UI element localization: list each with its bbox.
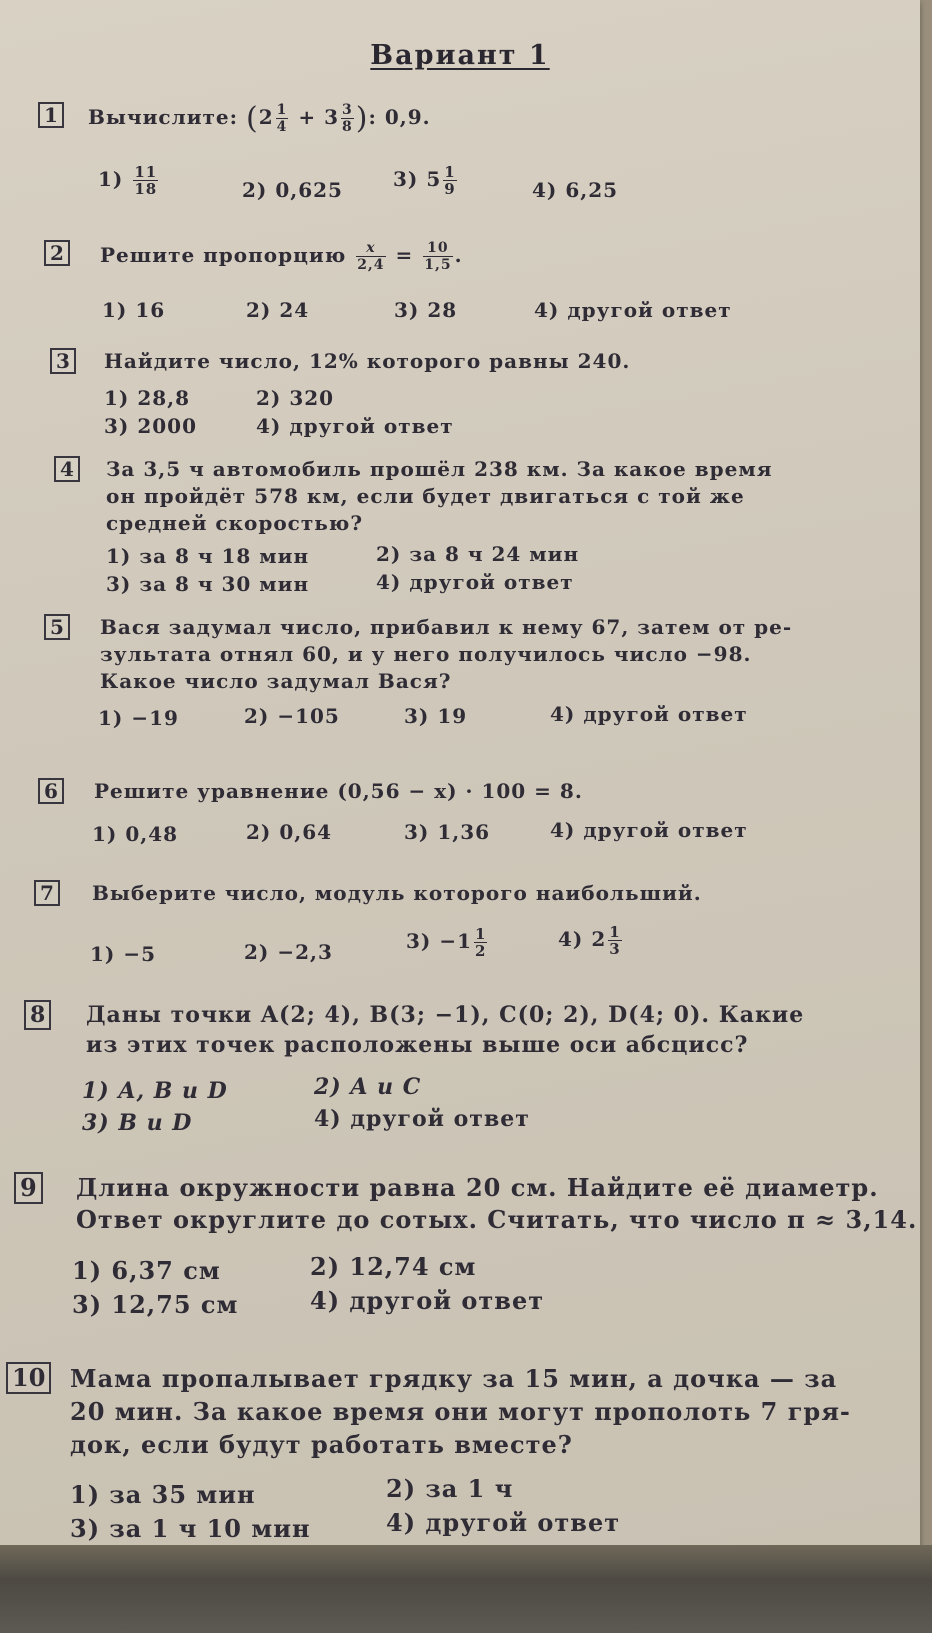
task-2 bbox=[44, 240, 894, 322]
task-1 bbox=[38, 101, 888, 202]
task-question-line: средней скоростью? bbox=[106, 511, 364, 535]
answer-option-2: 2) 12,74 см bbox=[310, 1252, 477, 1281]
answer-option-3: 3) 12,75 см bbox=[72, 1290, 239, 1319]
task-question-line: Вася задумал число, прибавил к нему 67, затем от ре- bbox=[100, 615, 793, 639]
task-question-line: зультата отнял 60, и у него получилось число −98. bbox=[100, 642, 752, 666]
answer-option-4: 4) 2 $\frac{1}{3}$ bbox=[558, 923, 621, 958]
answer-option-1: 1) 28,8 bbox=[104, 386, 191, 410]
answer-option-3: 3) −1 $\frac{1}{2}$ bbox=[406, 925, 487, 960]
answer-option-3: 3) 19 bbox=[404, 704, 468, 728]
task-number: 5 bbox=[44, 614, 70, 640]
task-question bbox=[76, 1172, 918, 1236]
task-question-line: Какое число задумал Вася? bbox=[100, 669, 452, 693]
answer-option-3: 3) 28 bbox=[394, 298, 458, 322]
answer-option-2: 2) за 8 ч 24 мин bbox=[376, 542, 580, 566]
task-3 bbox=[50, 348, 900, 438]
task-number: 6 bbox=[38, 778, 64, 804]
answer-option-2: 2) −2,3 bbox=[244, 940, 333, 964]
task-10 bbox=[6, 1362, 916, 1543]
task-question-line: За 3,5 ч автомобиль прошёл 238 км. За какое время bbox=[106, 457, 773, 481]
task-number: 7 bbox=[34, 880, 60, 906]
answer-option-4: 4) другой ответ bbox=[314, 1106, 530, 1132]
task-question-line: Даны точки A(2; 4), B(3; −1), C(0; 2), D(4; 0). Какие bbox=[86, 1002, 805, 1028]
answer-option-1: 1) 16 bbox=[102, 298, 166, 322]
task-question-line: Выберите число, модуль которого наибольший. bbox=[92, 881, 702, 905]
task-question bbox=[100, 614, 904, 695]
answer-option-4: 4) другой ответ bbox=[550, 818, 748, 842]
task-question-line: 20 мин. За какое время они могут прополоть 7 гря- bbox=[70, 1397, 851, 1426]
task-number: 9 bbox=[14, 1172, 43, 1204]
task-question: Вычислите: (2 $\frac{1}{4}$ + 3 $\frac{3}{8}$ ): 0,9. bbox=[88, 101, 431, 136]
task-5 bbox=[44, 614, 904, 730]
answer-option-1: 1) за 35 мин bbox=[70, 1480, 256, 1509]
task-number: 2 bbox=[44, 240, 70, 266]
answer-option-1: 1) 6,37 см bbox=[72, 1256, 221, 1285]
task-question-line: он пройдёт 578 км, если будет двигаться с той же bbox=[106, 484, 745, 508]
task-number: 8 bbox=[24, 1000, 51, 1030]
answer-option-4: 4) другой ответ bbox=[256, 414, 454, 438]
task-question bbox=[70, 1362, 916, 1461]
task-9 bbox=[14, 1172, 918, 1319]
answer-option-1: 1) 0,48 bbox=[92, 822, 179, 846]
task-question-line: Решите уравнение (0,56 − x) · 100 = 8. bbox=[94, 779, 583, 803]
answer-option-2: 2) −105 bbox=[244, 704, 340, 728]
task-4 bbox=[54, 456, 904, 596]
answer-option-2: 2) 0,625 bbox=[242, 178, 343, 202]
task-8 bbox=[24, 1000, 904, 1136]
answer-option-4: 4) 6,25 bbox=[532, 178, 619, 202]
answer-option-4: 4) другой ответ bbox=[310, 1286, 545, 1315]
task-question bbox=[86, 1000, 904, 1060]
answer-option-3: 3) за 8 ч 30 мин bbox=[106, 572, 310, 596]
answer-option-2: 2) 24 bbox=[246, 298, 310, 322]
task-question-line: из этих точек расположены выше оси абсцисс? bbox=[86, 1032, 749, 1058]
task-6 bbox=[38, 778, 898, 846]
answer-option-3: 3) 2000 bbox=[104, 414, 198, 438]
task-number: 3 bbox=[50, 348, 76, 374]
answer-option-1: 1) за 8 ч 18 мин bbox=[106, 544, 310, 568]
answer-option-2: 2) A и C bbox=[314, 1074, 422, 1100]
answer-option-4: 4) другой ответ bbox=[550, 702, 748, 726]
task-question-line: Ответ округлите до сотых. Считать, что число π ≈ 3,14. bbox=[76, 1205, 918, 1234]
task-question: Решите пропорцию $\frac{x}{2,4}$ = $\frac{10}{1,5}$ . bbox=[100, 240, 463, 273]
answer-option-3: 3) 1,36 bbox=[404, 820, 491, 844]
task-number: 4 bbox=[54, 456, 80, 482]
task-question-line: Найдите число, 12% которого равны 240. bbox=[104, 349, 631, 373]
answer-option-2: 2) 320 bbox=[256, 386, 335, 410]
answer-option-1: 1) −19 bbox=[98, 706, 179, 730]
answer-option-2: 2) за 1 ч bbox=[386, 1474, 514, 1503]
table-surface bbox=[0, 1545, 932, 1633]
answer-option-4: 4) другой ответ bbox=[386, 1508, 621, 1537]
answer-option-1: 1) A, B и D bbox=[82, 1078, 228, 1104]
task-number: 1 bbox=[38, 102, 64, 128]
answer-option-3: 3) за 1 ч 10 мин bbox=[70, 1514, 311, 1543]
answer-option-2: 2) 0,64 bbox=[246, 820, 333, 844]
answer-option-4: 4) другой ответ bbox=[534, 298, 732, 322]
task-number: 10 bbox=[6, 1362, 51, 1394]
answer-option-3: 3) B и D bbox=[82, 1110, 193, 1136]
task-7 bbox=[34, 880, 894, 966]
task-question-line: док, если будут работать вместе? bbox=[70, 1430, 573, 1459]
answer-option-4: 4) другой ответ bbox=[376, 570, 574, 594]
answer-option-1: 1) $\frac{11}{18}$ bbox=[98, 163, 158, 198]
page-title: Вариант 1 bbox=[370, 40, 550, 71]
task-question bbox=[106, 456, 904, 537]
answer-option-3: 3) 5 $\frac{1}{9}$ bbox=[393, 163, 456, 198]
task-question-line: Мама пропалывает грядку за 15 мин, а дочка — за bbox=[70, 1364, 838, 1393]
task-question-line: Длина окружности равна 20 см. Найдите её диаметр. bbox=[76, 1173, 879, 1202]
answer-option-1: 1) −5 bbox=[90, 942, 157, 966]
